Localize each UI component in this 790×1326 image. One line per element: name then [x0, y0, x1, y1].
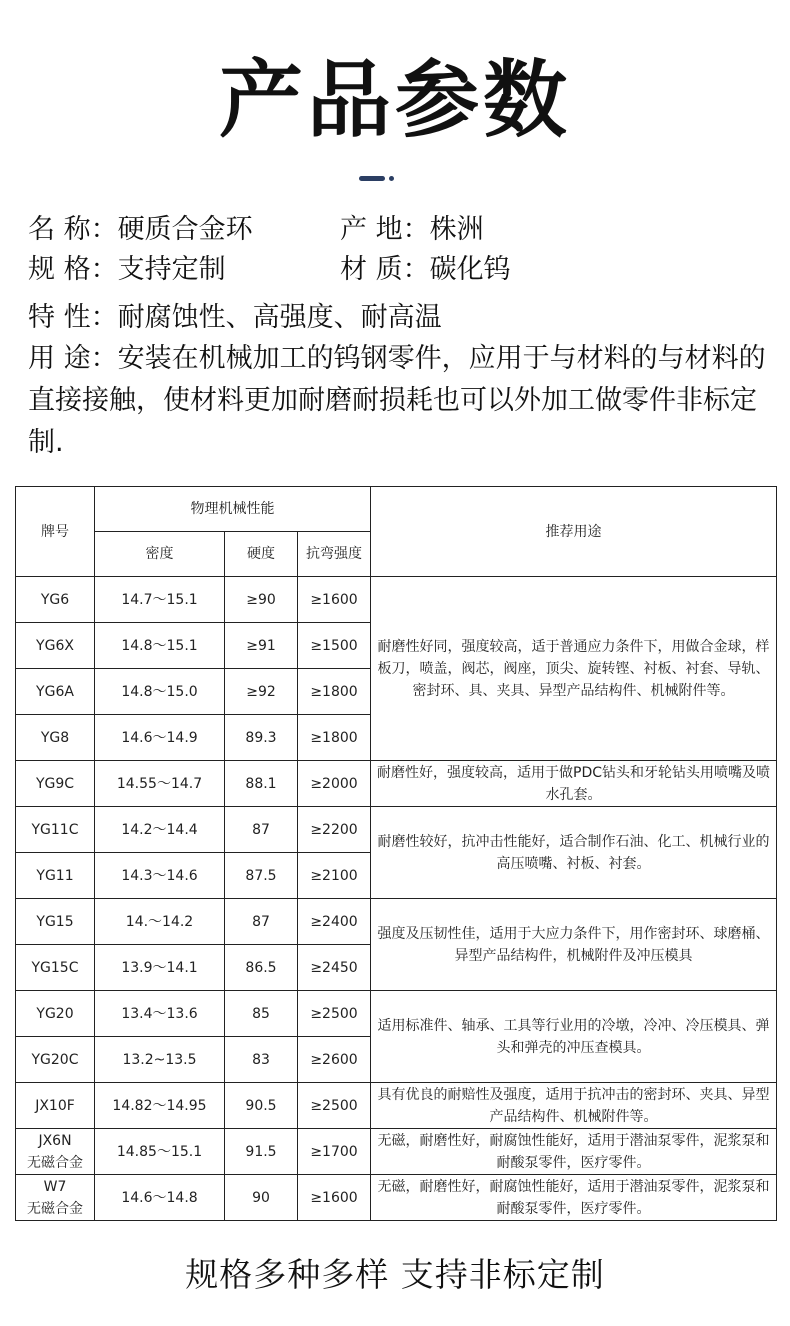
density-cell: 13.2~13.5 [95, 1037, 225, 1083]
grade-subtitle: 无磁合金 [27, 1154, 83, 1171]
strength-cell: ≥1600 [298, 577, 371, 623]
usage-cell: 耐磨性好，强度较高，适用于做PDC钻头和牙轮钻头用喷嘴及喷水孔套。 [371, 761, 777, 807]
info-usage: 用 途：安装在机械加工的钨钢零件，应用于与材料的与材料的直接接触，使材料更加耐磨耐损耗也可以外加工做零件非标定制. [28, 343, 766, 458]
strength-cell: ≥1600 [298, 1175, 371, 1221]
grade-cell: JX10F [16, 1083, 95, 1129]
hardness-cell: 83 [225, 1037, 298, 1083]
grade-cell: YG20 [16, 991, 95, 1037]
hardness-cell: 89.3 [225, 715, 298, 761]
header-hardness: 硬度 [225, 532, 298, 577]
table-row [16, 1175, 777, 1221]
grade-cell: YG6A [16, 669, 95, 715]
grade-cell: YG6 [16, 577, 95, 623]
density-cell: 13.4～13.6 [95, 991, 225, 1037]
hardness-cell: 85 [225, 991, 298, 1037]
strength-cell: ≥2600 [298, 1037, 371, 1083]
usage-cell: 强度及压韧性佳，适用于大应力条件下，用作密封环、球磨桶、异型产品结构件，机械附件及冲压模具 [371, 899, 777, 991]
strength-cell: ≥2000 [298, 761, 371, 807]
usage-cell: 适用标准件、轴承、工具等行业用的冷墩，冷冲、冷压模具、弹头和弹壳的冲压查模具。 [371, 991, 777, 1083]
table-row [16, 1083, 777, 1129]
grade-subtitle: 无磁合金 [27, 1200, 83, 1217]
density-cell: 14.3～14.6 [95, 853, 225, 899]
header-usage: 推荐用途 [371, 487, 777, 577]
table-row [16, 807, 777, 853]
info-origin: 产 地：株洲 [340, 214, 484, 245]
usage-cell: 具有优良的耐赔性及强度，适用于抗冲击的密封环、夹具、异型产品结构件、机械附件等。 [371, 1083, 777, 1129]
strength-cell: ≥1800 [298, 715, 371, 761]
grade-cell [16, 1129, 95, 1175]
strength-cell: ≥1700 [298, 1129, 371, 1175]
strength-cell: ≥2500 [298, 1083, 371, 1129]
strength-cell: ≥2100 [298, 853, 371, 899]
density-cell: 14.8～15.1 [95, 623, 225, 669]
hardness-cell: 87 [225, 807, 298, 853]
hardness-cell: 87.5 [225, 853, 298, 899]
divider-dot [389, 176, 394, 181]
grade-cell: YG20C [16, 1037, 95, 1083]
density-cell: 14.8～15.0 [95, 669, 225, 715]
table-row [16, 1129, 777, 1175]
hardness-cell: ≥92 [225, 669, 298, 715]
strength-cell: ≥1800 [298, 669, 371, 715]
table-row [16, 761, 777, 807]
grade-cell: YG11C [16, 807, 95, 853]
page-title: 产品参数 [218, 51, 571, 149]
hardness-cell: 90 [225, 1175, 298, 1221]
info-name: 名 称：硬质合金环 [28, 214, 253, 245]
info-spec: 规 格：支持定制 [28, 254, 226, 285]
grade-cell: YG11 [16, 853, 95, 899]
density-cell: 14.2～14.4 [95, 807, 225, 853]
density-cell: 14.～14.2 [95, 899, 225, 945]
grade-cell: YG8 [16, 715, 95, 761]
table-row [16, 899, 777, 945]
divider-bar [359, 176, 385, 181]
density-cell: 13.9～14.1 [95, 945, 225, 991]
grade-cell: YG9C [16, 761, 95, 807]
usage-cell: 无磁，耐磨性好，耐腐蚀性能好，适用于潜油泵零件，泥浆泵和耐酸泵零件，医疗零件。 [371, 1129, 777, 1175]
grade-name: W7 [43, 1178, 67, 1195]
grade-cell: YG6X [16, 623, 95, 669]
grade-cell: YG15C [16, 945, 95, 991]
header-physical: 物理机械性能 [95, 487, 371, 532]
table-row [16, 991, 777, 1037]
table-row [16, 577, 777, 623]
header-strength: 抗弯强度 [298, 532, 371, 577]
density-cell: 14.6～14.8 [95, 1175, 225, 1221]
info-material: 材 质：碳化钨 [340, 254, 511, 285]
grade-name: JX6N [38, 1132, 72, 1149]
strength-cell: ≥2450 [298, 945, 371, 991]
parameter-table [15, 486, 777, 1221]
footer-tagline: 规格多种多样 支持非标定制 [185, 1255, 605, 1294]
strength-cell: ≥2200 [298, 807, 371, 853]
usage-cell: 耐磨性好同，强度较高，适于普通应力条件下，用做合金球，样板刀，喷盖，阀芯，阀座，顶尖、旋转铿、衬板、衬套、导轨、密封环、具、夹具、异型产品结构件、机械附件等。 [371, 577, 777, 761]
usage-cell: 耐磨性较好，抗冲击性能好，适合制作石油、化工、机械行业的高压喷嘴、衬板、衬套。 [371, 807, 777, 899]
usage-cell: 无磁，耐磨性好，耐腐蚀性能好，适用于潜油泵零件，泥浆泵和耐酸泵零件，医疗零件。 [371, 1175, 777, 1221]
density-cell: 14.55～14.7 [95, 761, 225, 807]
hardness-cell: 87 [225, 899, 298, 945]
grade-cell [16, 1175, 95, 1221]
hardness-cell: 91.5 [225, 1129, 298, 1175]
hardness-cell: 88.1 [225, 761, 298, 807]
density-cell: 14.85～15.1 [95, 1129, 225, 1175]
strength-cell: ≥2400 [298, 899, 371, 945]
strength-cell: ≥2500 [298, 991, 371, 1037]
info-feature: 特 性：耐腐蚀性、高强度、耐高温 [28, 302, 442, 333]
hardness-cell: 86.5 [225, 945, 298, 991]
header-density: 密度 [95, 532, 225, 577]
density-cell: 14.6～14.9 [95, 715, 225, 761]
density-cell: 14.7～15.1 [95, 577, 225, 623]
hardness-cell: ≥90 [225, 577, 298, 623]
grade-cell: YG15 [16, 899, 95, 945]
strength-cell: ≥1500 [298, 623, 371, 669]
header-grade: 牌号 [16, 487, 95, 577]
hardness-cell: 90.5 [225, 1083, 298, 1129]
density-cell: 14.82～14.95 [95, 1083, 225, 1129]
hardness-cell: ≥91 [225, 623, 298, 669]
